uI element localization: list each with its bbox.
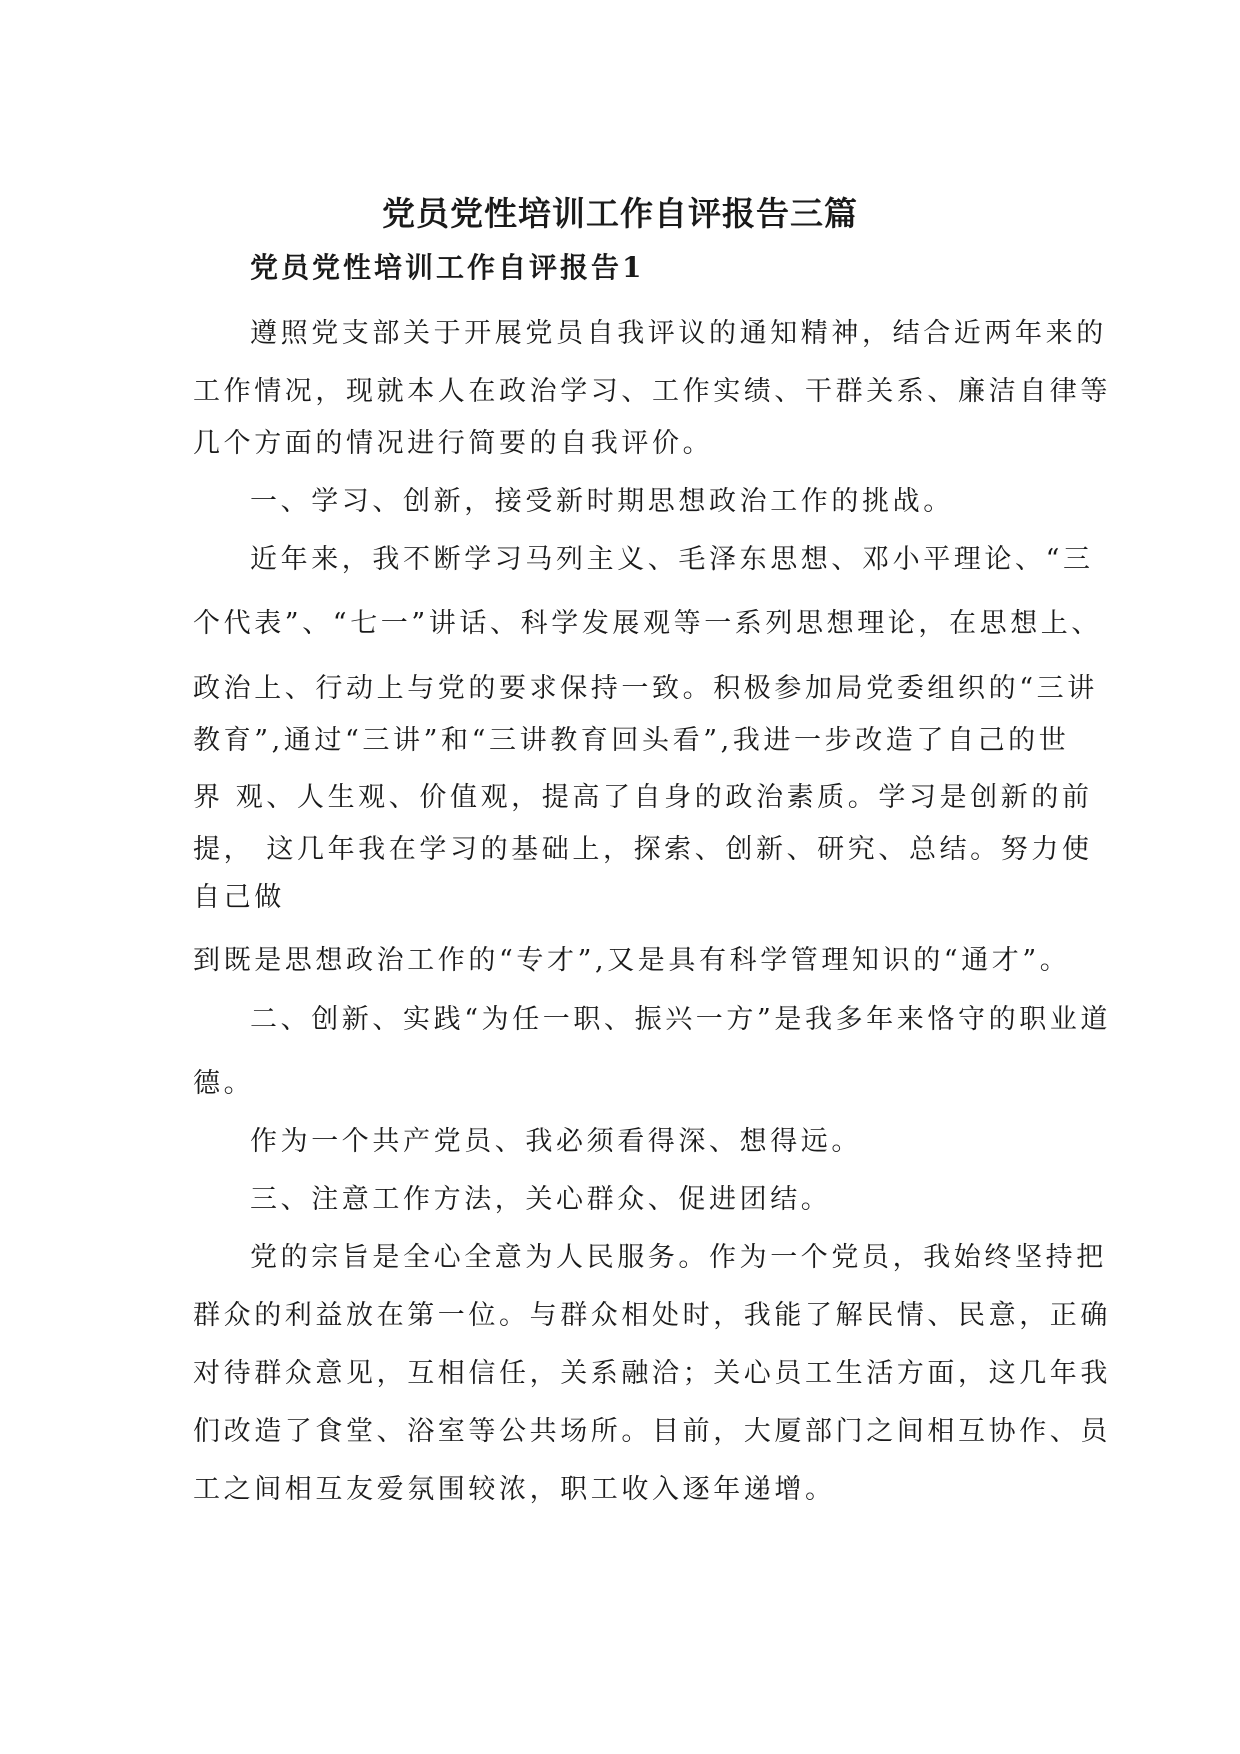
section-heading: 党员党性培训工作自评报告1 bbox=[250, 251, 645, 284]
paragraph-line: 教育”,通过“三讲”和“三讲教育回头看”,我进一步改造了自己的世 bbox=[193, 725, 1070, 756]
paragraph-line: 遵照党支部关于开展党员自我评议的通知精神，结合近两年来的 bbox=[250, 318, 1107, 349]
paragraph-line: 一、学习、创新，接受新时期思想政治工作的挑战。 bbox=[250, 486, 954, 517]
paragraph-line: 工作情况，现就本人在政治学习、工作实绩、干群关系、廉洁自律等 bbox=[193, 376, 1111, 407]
paragraph-line: 德。 bbox=[193, 1068, 255, 1099]
paragraph-line: 政治上、行动上与党的要求保持一致。积极参加局党委组织的“三讲 bbox=[193, 673, 1098, 704]
paragraph-line: 工之间相互友爱氛围较浓，职工收入逐年递增。 bbox=[193, 1474, 836, 1505]
paragraph-line: 对待群众意见，互相信任，关系融洽；关心员工生活方面，这几年我 bbox=[193, 1358, 1111, 1389]
paragraph-line: 三、注意工作方法，关心群众、促进团结。 bbox=[250, 1184, 832, 1215]
paragraph-line: 界 观、人生观、价值观，提高了自身的政治素质。学习是创新的前 bbox=[193, 782, 1093, 813]
paragraph-line: 提， 这几年我在学习的基础上，探索、创新、研究、总结。努力使 bbox=[193, 834, 1093, 865]
paragraph-line: 党的宗旨是全心全意为人民服务。作为一个党员，我始终坚持把 bbox=[250, 1242, 1107, 1273]
paragraph-line: 几个方面的情况进行简要的自我评价。 bbox=[193, 428, 714, 459]
paragraph-line: 们改造了食堂、浴室等公共场所。目前，大厦部门之间相互协作、员 bbox=[193, 1416, 1111, 1447]
paragraph-line: 二、创新、实践“为任一职、振兴一方”是我多年来恪守的职业道 bbox=[250, 1004, 1112, 1035]
paragraph-line: 自己做 bbox=[193, 882, 285, 913]
document-title: 党员党性培训工作自评报告三篇 bbox=[382, 194, 858, 233]
paragraph-line: 到既是思想政治工作的“专才”,又是具有科学管理知识的“通才”。 bbox=[193, 945, 1071, 976]
paragraph-line: 群众的利益放在第一位。与群众相处时，我能了解民情、民意，正确 bbox=[193, 1300, 1111, 1331]
paragraph-line: 作为一个共产党员、我必须看得深、想得远。 bbox=[250, 1126, 862, 1157]
paragraph-line: 个代表”、“七一”讲话、科学发展观等一系列思想理论，在思想上、 bbox=[193, 608, 1103, 639]
paragraph-line: 近年来，我不断学习马列主义、毛泽东思想、邓小平理论、“三 bbox=[250, 544, 1094, 575]
